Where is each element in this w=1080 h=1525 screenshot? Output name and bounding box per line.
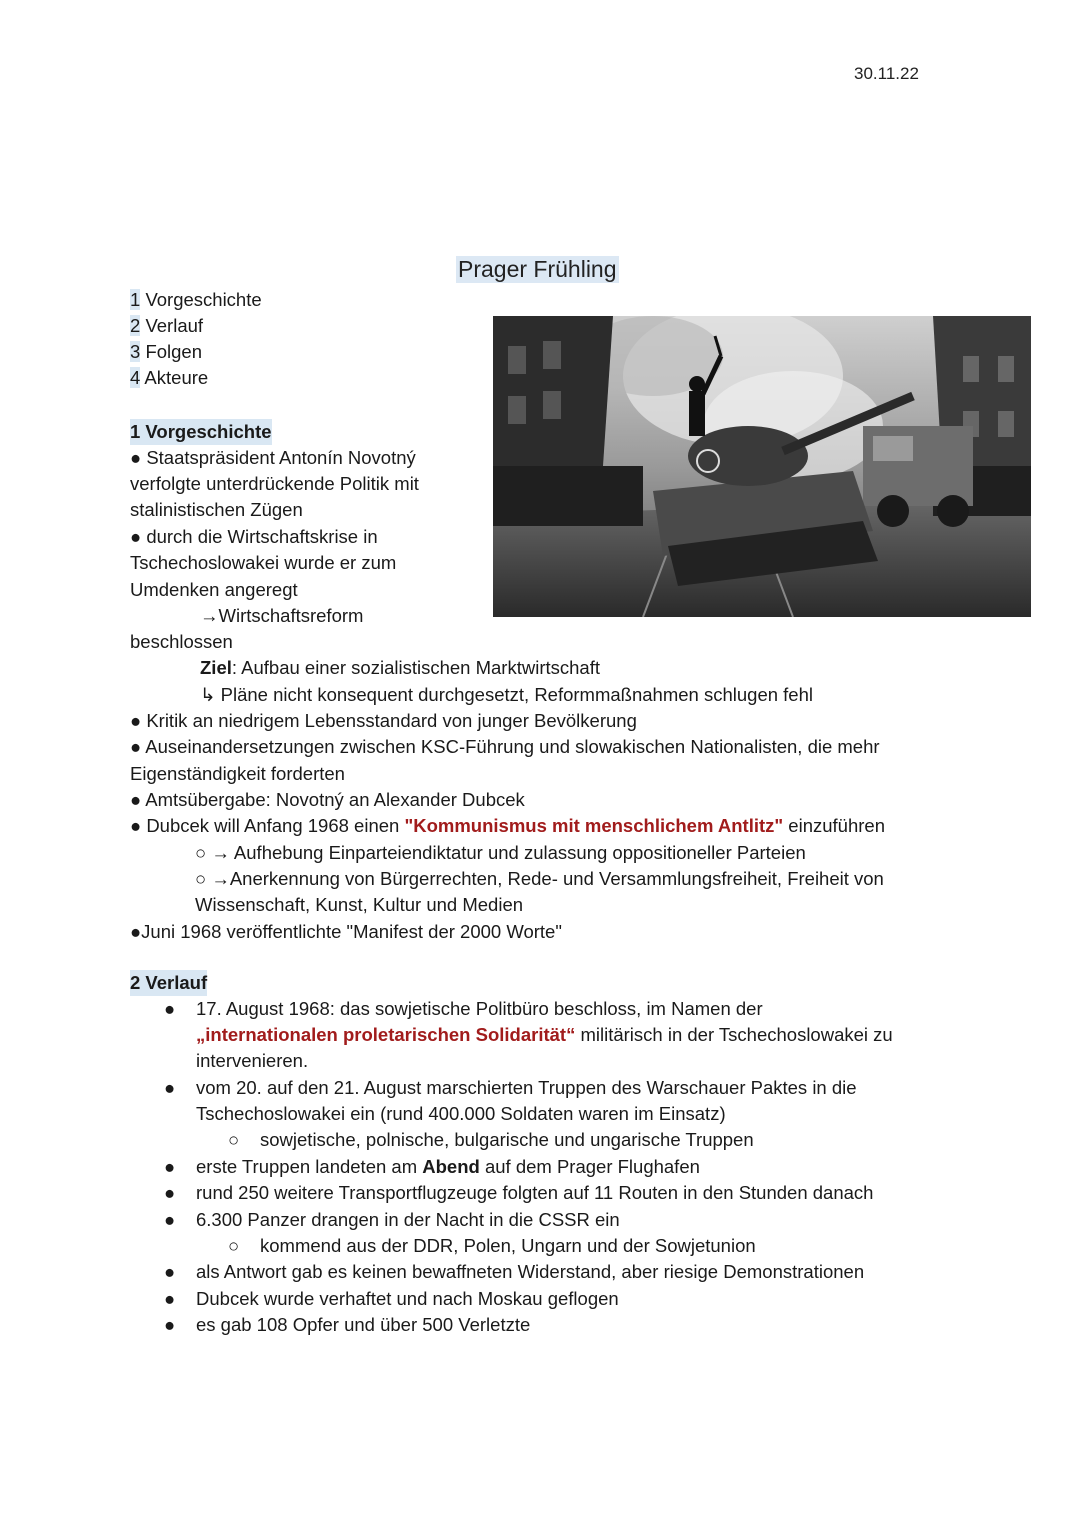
sub-bullet: ○ — [228, 1235, 240, 1256]
text-line: ● Kritik an niedrigem Lebensstandard von junger Bevölkerung — [130, 710, 637, 731]
dubcek-line — [130, 813, 885, 839]
page-title: Prager Frühling — [458, 256, 617, 282]
toc-number: 4 — [130, 367, 141, 388]
text-line: Tschechoslowakei ein (rund 400.000 Soldaten waren im Einsatz) — [196, 1103, 726, 1124]
bullet-dot: ● — [164, 1288, 176, 1309]
sub-bullet: ○ — [228, 1129, 240, 1150]
bullet-dot: ● — [164, 1314, 176, 1335]
toc-number: 3 — [130, 341, 141, 362]
text-line: kommend aus der DDR, Polen, Ungarn und der Sowjetunion — [260, 1235, 756, 1256]
text-line: Umdenken angeregt — [130, 579, 298, 600]
text-line: rund 250 weitere Transportflugzeuge folgten auf 11 Routen in den Stunden danach — [196, 1182, 874, 1203]
text-line: ● Auseinandersetzungen zwischen KSC-Führung und slowakischen Nationalisten, die mehr — [130, 736, 880, 757]
toc-label: Vorgeschichte — [145, 289, 262, 310]
toc-label: Folgen — [145, 341, 203, 362]
text-part: militärisch in der Tschechoslowakei zu — [575, 1024, 893, 1045]
bold-word: Abend — [422, 1156, 480, 1177]
abend-line — [196, 1154, 700, 1180]
bullet-dot: ● — [164, 1077, 176, 1098]
text-line: 6.300 Panzer drangen in der Nacht in die CSSR ein — [196, 1209, 620, 1230]
text-line: Wissenschaft, Kunst, Kultur und Medien — [195, 894, 524, 915]
text-line: ○ →Anerkennung von Bürgerrechten, Rede- und Versammlungsfreiheit, Freiheit von — [195, 868, 884, 889]
text-part: erste Truppen landeten am — [196, 1156, 423, 1177]
text-line: verfolgte unterdrückende Politik mit — [130, 473, 419, 494]
section-heading-vorgeschichte: 1 Vorgeschichte — [130, 419, 272, 445]
text-part: ● Dubcek will Anfang 1968 einen — [130, 815, 405, 836]
text-part: einzuführen — [783, 815, 885, 836]
text-line: vom 20. auf den 21. August marschierten Truppen des Warschauer Paktes in die — [196, 1077, 857, 1098]
toc-item — [130, 365, 208, 391]
bullet-dot: ● — [164, 1209, 176, 1230]
bullet-dot: ● — [164, 998, 176, 1019]
ziel-text: : Aufbau einer sozialistischen Marktwirtschaft — [231, 657, 600, 678]
text-line: →Wirtschaftsreform — [200, 605, 364, 626]
text-line: es gab 108 Opfer und über 500 Verletzte — [196, 1314, 531, 1335]
toc-number: 2 — [130, 315, 141, 336]
toc-label: Verlauf — [145, 315, 204, 336]
text-line: ● Staatspräsident Antonín Novotný — [130, 447, 416, 468]
solidaritaet-line — [196, 1022, 893, 1048]
toc-label: Akteure — [144, 367, 209, 388]
text-line: beschlossen — [130, 631, 233, 652]
quote-highlight: "Kommunismus mit menschlichem Antlitz" — [404, 815, 784, 836]
text-line: stalinistischen Zügen — [130, 499, 303, 520]
section-heading-verlauf: 2 Verlauf — [130, 970, 207, 996]
text-line: Dubcek wurde verhaftet und nach Moskau geflogen — [196, 1288, 619, 1309]
quote-highlight: „internationalen proletarischen Solidarität“ — [196, 1024, 576, 1045]
text-part: auf dem Prager Flughafen — [479, 1156, 700, 1177]
document-date: 30.11.22 — [854, 64, 919, 83]
text-line: Tschechoslowakei wurde er zum — [130, 552, 397, 573]
text-line: Eigenständigkeit forderten — [130, 763, 345, 784]
text-line: als Antwort gab es keinen bewaffneten Widerstand, aber riesige Demonstrationen — [196, 1261, 865, 1282]
text-line: 17. August 1968: das sowjetische Politbüro beschloss, im Namen der — [196, 998, 763, 1019]
toc-item — [130, 339, 202, 365]
toc-item — [130, 287, 262, 313]
text-line: ● durch die Wirtschaftskrise in — [130, 526, 378, 547]
text-line: intervenieren. — [196, 1050, 309, 1071]
text-line: ●Juni 1968 veröffentlichte "Manifest der 2000 Worte" — [130, 921, 562, 942]
text-line: ↳ Pläne nicht konsequent durchgesetzt, Reformmaßnahmen schlugen fehl — [200, 684, 813, 705]
bullet-dot: ● — [164, 1261, 176, 1282]
bullet-dot: ● — [164, 1156, 176, 1177]
toc-number: 1 — [130, 289, 141, 310]
text-line: sowjetische, polnische, bulgarische und ungarische Truppen — [260, 1129, 754, 1150]
text-line: ● Amtsübergabe: Novotný an Alexander Dubcek — [130, 789, 525, 810]
ziel-line — [200, 655, 600, 681]
bullet-dot: ● — [164, 1182, 176, 1203]
ziel-label: Ziel — [200, 657, 232, 678]
tank-photo — [493, 316, 1031, 617]
text-line: ○ → Aufhebung Einparteiendiktatur und zulassung oppositioneller Parteien — [195, 842, 806, 863]
toc-item — [130, 313, 203, 339]
